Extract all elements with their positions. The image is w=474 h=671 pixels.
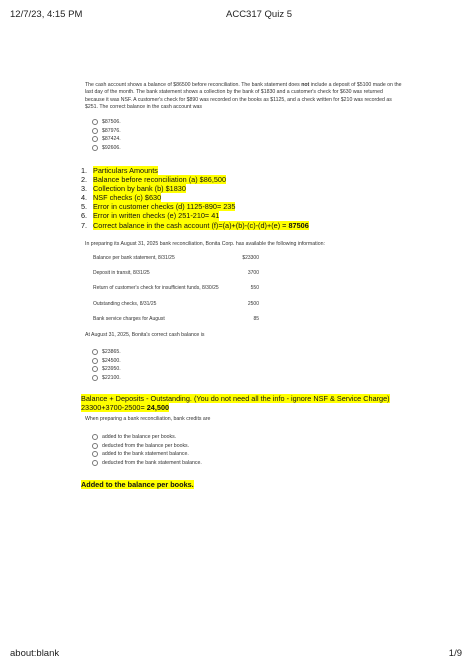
row-value: $23300 <box>242 254 259 261</box>
print-footer-url: about:blank <box>10 648 60 659</box>
answer-1-item <box>81 166 309 175</box>
answer-2-calc: 23300+3700-2500= <box>81 403 147 413</box>
option-label: $87424. <box>102 136 121 143</box>
question-2-table <box>93 250 259 327</box>
question-3-option[interactable] <box>92 459 202 468</box>
row-label: Balance per bank statement, 8/31/25 <box>93 254 175 261</box>
item-number: 4. <box>81 193 88 203</box>
answer-1-item <box>81 221 309 230</box>
question-3-option[interactable] <box>92 442 202 451</box>
row-label: Bank service charges for August <box>93 316 165 323</box>
answer-1-item <box>81 184 309 193</box>
question-1-text-post: include a deposit of $5100 made on the last day of the month. The bank statement shows a collection by the bank of $1830 and a customer's check for $630 was returned because it was NSF. A customer's check for $890 was recorded on the books as $1125, and a check written for $210 was recorded as $251. The correct balance in the cash account was <box>85 82 402 111</box>
answer-1-list <box>81 166 309 230</box>
question-3-options <box>92 433 202 467</box>
radio-icon[interactable] <box>92 358 98 364</box>
question-3-option[interactable] <box>92 433 202 442</box>
question-1-option[interactable] <box>92 127 121 136</box>
radio-icon[interactable] <box>92 136 98 142</box>
radio-icon[interactable] <box>92 119 98 125</box>
radio-icon[interactable] <box>92 451 98 457</box>
table-row <box>93 281 259 296</box>
question-1-text-pre: The cash account shows a balance of $86500 before reconciliation. The bank statement does <box>85 82 302 88</box>
answer-2-line-2 <box>81 403 169 412</box>
radio-icon[interactable] <box>92 434 98 440</box>
print-footer-page: 1/9 <box>448 648 462 659</box>
radio-icon[interactable] <box>92 460 98 466</box>
question-2-option[interactable] <box>92 365 121 374</box>
question-3-text: When preparing a bank reconciliation, bank credits are <box>85 416 211 422</box>
answer-3 <box>81 480 194 489</box>
print-header-title: ACC317 Quiz 5 <box>226 9 293 20</box>
answer-2-line-1: Balance + Deposits - Outstanding. (You do not need all the info - ignore NSF & Service Charge) <box>81 394 390 403</box>
answer-3-text: Added to the balance per books. <box>81 480 194 489</box>
row-label: Outstanding checks, 8/31/25 <box>93 300 157 307</box>
row-value: 2500 <box>247 300 259 307</box>
option-label: $23950. <box>102 366 121 373</box>
question-1-text-emphasis: not <box>301 82 310 88</box>
radio-icon[interactable] <box>92 349 98 355</box>
question-2-option[interactable] <box>92 357 121 366</box>
item-text: Balance before reconciliation (a) $86,500 <box>93 175 227 185</box>
option-label: added to the bank statement balance. <box>102 451 189 458</box>
item-number: 5. <box>81 202 88 212</box>
item-number: 3. <box>81 184 88 194</box>
table-row <box>93 250 259 265</box>
answer-2 <box>81 394 411 412</box>
question-1-options <box>92 118 121 152</box>
option-label: $87506. <box>102 119 121 126</box>
answer-2-result: 24,500 <box>146 403 170 413</box>
answer-1-item <box>81 193 309 202</box>
table-row <box>93 312 259 327</box>
item-text: Collection by bank (b) $1830 <box>93 184 186 194</box>
row-label: Deposit in transit, 8/31/25 <box>93 270 150 277</box>
print-header-datetime: 12/7/23, 4:15 PM <box>10 9 83 20</box>
question-2-option[interactable] <box>92 348 121 357</box>
item-number: 2. <box>81 175 88 185</box>
radio-icon[interactable] <box>92 128 98 134</box>
item-text: Particulars Amounts <box>93 166 158 175</box>
table-row <box>93 265 259 280</box>
radio-icon[interactable] <box>92 366 98 372</box>
answer-1-item <box>81 211 309 220</box>
option-label: $22100. <box>102 375 121 382</box>
item-text: Error in written checks (e) 251-210= 41 <box>93 211 220 221</box>
option-label: $23865. <box>102 349 121 356</box>
question-1-option[interactable] <box>92 135 121 144</box>
question-1-option[interactable] <box>92 118 121 127</box>
radio-icon[interactable] <box>92 443 98 449</box>
option-label: added to the balance per books. <box>102 434 177 441</box>
answer-1-item <box>81 202 309 211</box>
item-text-result: 87506 <box>288 220 309 230</box>
row-value: 85 <box>253 316 259 323</box>
question-2-option[interactable] <box>92 374 121 383</box>
radio-icon[interactable] <box>92 145 98 151</box>
table-row <box>93 296 259 311</box>
item-text: NSF checks (c) $630 <box>93 193 162 203</box>
question-2-options <box>92 348 121 382</box>
option-label: $92606. <box>102 145 121 152</box>
question-2-text: At August 31, 2025, Bonita's correct cash balance is <box>85 332 205 338</box>
row-value: 550 <box>250 285 259 292</box>
radio-icon[interactable] <box>92 375 98 381</box>
item-text: Error in customer checks (d) 1125-890= 235 <box>93 202 236 212</box>
item-text-main: Correct balance in the cash account (f)=(a)+(b)-(c)-(d)+(e) = <box>93 220 289 230</box>
item-text <box>93 221 309 230</box>
option-label: deducted from the bank statement balance. <box>102 460 202 467</box>
option-label: deducted from the balance per books. <box>102 442 190 449</box>
question-1-option[interactable] <box>92 144 121 153</box>
question-1-text <box>85 82 403 112</box>
option-label: $87976. <box>102 127 121 134</box>
row-value: 3700 <box>247 270 259 277</box>
option-label: $24500. <box>102 357 121 364</box>
item-number: 6. <box>81 211 88 221</box>
row-label: Return of customer's check for insufficient funds, 8/30/25 <box>93 285 219 292</box>
question-3-option[interactable] <box>92 450 202 459</box>
item-number: 1. <box>81 166 88 175</box>
item-number: 7. <box>81 220 88 230</box>
answer-1-item <box>81 175 309 184</box>
question-2-intro: In preparing its August 31, 2025 bank reconciliation, Bonita Corp. has available the following information: <box>85 241 325 247</box>
